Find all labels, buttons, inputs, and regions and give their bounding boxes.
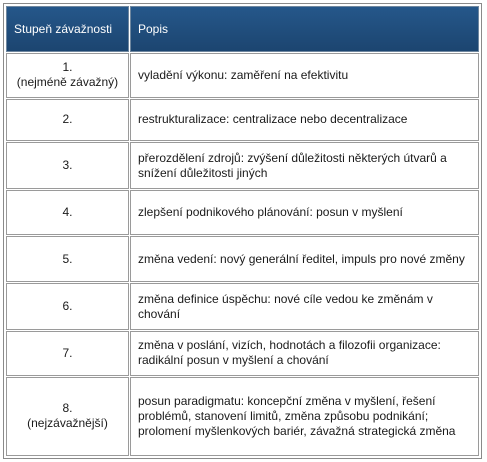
level-number: 3. <box>62 158 73 173</box>
level-number: 7. <box>62 345 73 360</box>
level-note: (nejméně závažný) <box>16 75 119 90</box>
row-level-cell <box>6 331 129 376</box>
header-level: Stupeň závažnosti <box>6 6 129 52</box>
table-row <box>6 377 479 456</box>
level-note: (nejzávažnější) <box>27 416 108 431</box>
level-number: 6. <box>62 299 73 314</box>
table-row <box>6 236 479 283</box>
row-level-cell <box>6 283 129 330</box>
table-row <box>6 190 479 235</box>
table-row <box>6 99 479 142</box>
table-row <box>6 53 479 98</box>
row-level-cell <box>6 377 129 456</box>
row-level-cell <box>6 190 129 235</box>
table-header-row <box>6 6 479 52</box>
level-number: 4. <box>62 204 73 219</box>
row-description: přerozdělení zdrojů: zvýšení důležitosti některých útvarů a snížení důležitosti jiných <box>130 142 479 189</box>
severity-table <box>5 5 480 457</box>
level-number: 1. <box>62 60 73 75</box>
level-number: 8. <box>62 401 73 416</box>
row-description: restrukturalizace: centralizace nebo decentralizace <box>130 99 479 142</box>
row-description: zlepšení podnikového plánování: posun v myšlení <box>130 190 479 235</box>
level-number: 2. <box>62 112 73 127</box>
severity-table-frame <box>3 3 482 459</box>
row-level-cell <box>6 99 129 142</box>
row-description: posun paradigmatu: koncepční změna v myšlení, řešení problémů, stanovení limitů, změna způsobu podnikání; prolomení myšlenkových bariér, závažná strategická změna <box>130 377 479 456</box>
table-row <box>6 331 479 376</box>
row-description: změna v poslání, vizích, hodnotách a filozofii organizace: radikální posun v myšlení a chování <box>130 331 479 376</box>
row-level-cell <box>6 236 129 283</box>
table-row <box>6 283 479 330</box>
row-level-cell <box>6 53 129 98</box>
row-level-cell <box>6 142 129 189</box>
row-description: změna vedení: nový generální ředitel, impuls pro nové změny <box>130 236 479 283</box>
table-row <box>6 142 479 189</box>
row-description: vyladění výkonu: zaměření na efektivitu <box>130 53 479 98</box>
level-number: 5. <box>62 251 73 266</box>
header-description: Popis <box>130 6 479 52</box>
row-description: změna definice úspěchu: nové cíle vedou ke změnám v chování <box>130 283 479 330</box>
